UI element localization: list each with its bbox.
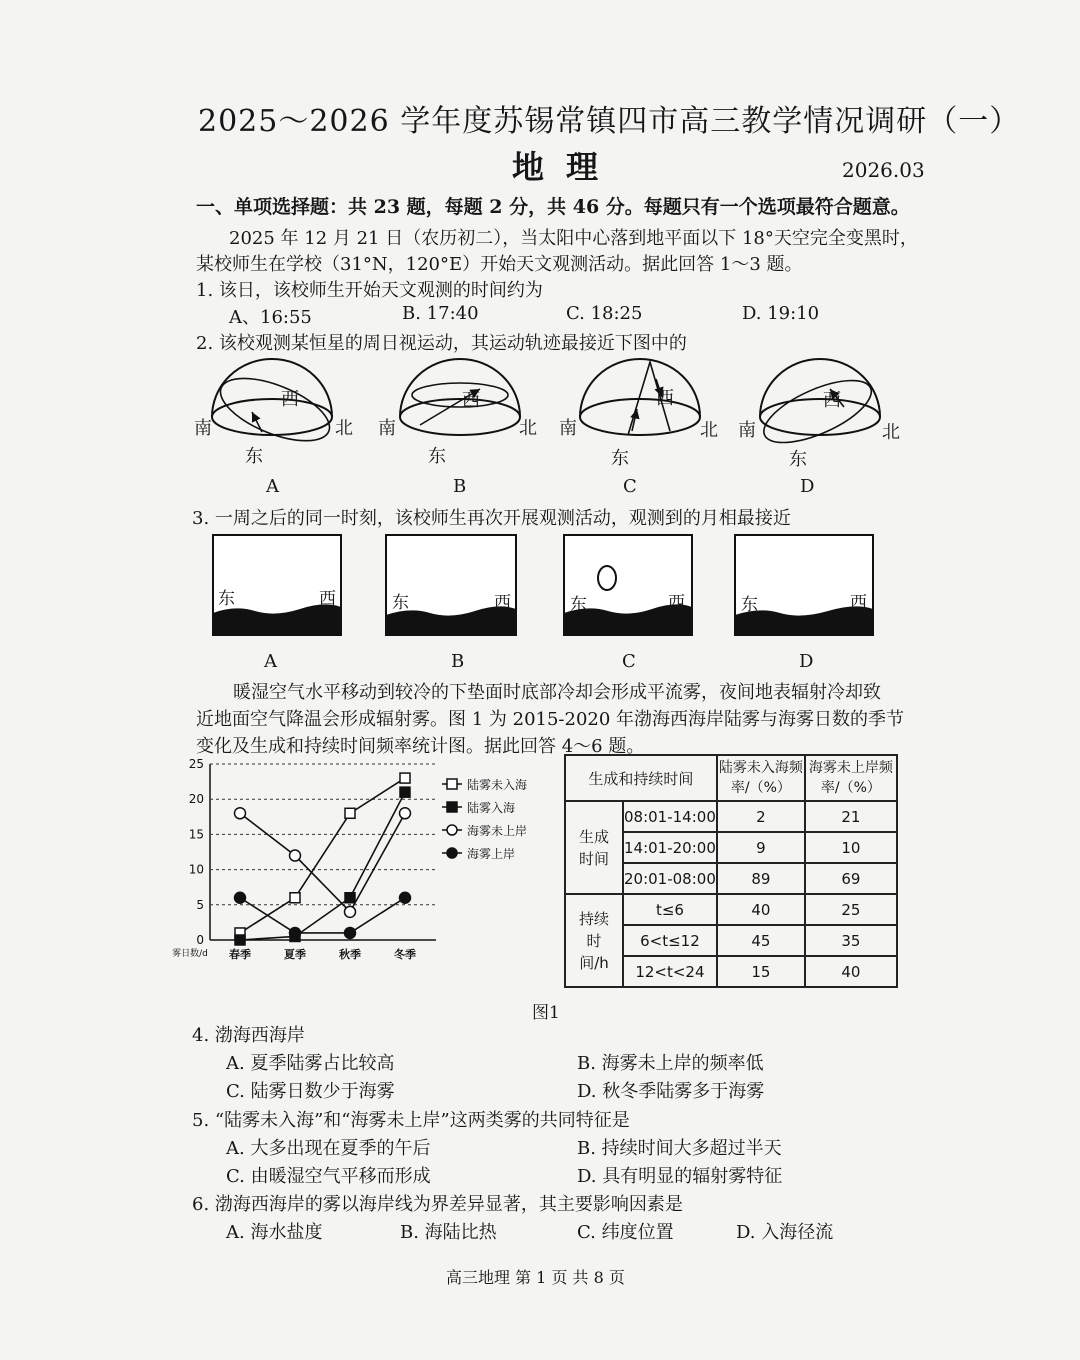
legend-label: 陆雾入海 [467, 801, 516, 815]
q3-label-d: D [799, 651, 814, 672]
moon-box-b [386, 535, 516, 635]
data-point [290, 927, 301, 938]
legend-marker [447, 802, 457, 812]
sphere-b-south: 南 [378, 418, 396, 439]
x-tick-label: 秋季 [339, 948, 361, 961]
table-row-label: 08:01-14:00 [623, 801, 717, 832]
table-cell: 40 [805, 956, 897, 987]
sphere-c-north: 北 [700, 420, 718, 441]
table-header-land: 陆雾未入海频率/（%） [717, 755, 805, 801]
q6-option-b: B. 海陆比热 [400, 1222, 497, 1243]
figure-caption: 图1 [532, 1003, 560, 1023]
sphere-d-south: 南 [738, 420, 756, 441]
series-line [240, 898, 405, 933]
x-tick-label: 冬季 [394, 948, 416, 961]
q5-option-a: A. 大多出现在夏季的午后 [226, 1138, 431, 1159]
section-heading: 一、单项选择题：共 23 题，每题 2 分，共 46 分。每题只有一个选项最符合题意。 [196, 196, 910, 218]
sphere-a-north: 北 [335, 418, 353, 439]
fog-frequency-table [564, 754, 898, 988]
table-group-duration: 持续时间/h [565, 894, 623, 987]
legend-marker [447, 779, 457, 789]
q3-stem: 3. 一周之后的同一时刻，该校师生再次开展观测活动，观测到的月相最接近 [192, 508, 791, 529]
legend-label: 海雾上岸 [467, 847, 516, 861]
table-cell: 10 [805, 832, 897, 863]
data-point [400, 892, 411, 903]
x-tick-label: 春季 [229, 948, 251, 961]
sphere-a [212, 359, 338, 454]
box-b-east: 东 [392, 593, 409, 613]
table-row-label: 14:01-20:00 [623, 832, 717, 863]
table-cell: 15 [717, 956, 805, 987]
page-footer: 高三地理 第 1 页 共 8 页 [446, 1268, 625, 1287]
intro2-line2: 近地面空气降温会形成辐射雾。图 1 为 2015-2020 年渤海西海岸陆雾与海雾日数的季节 [196, 709, 905, 730]
box-b-west: 西 [494, 593, 511, 613]
box-d-west: 西 [850, 593, 867, 613]
exam-title: 2025～2026 学年度苏锡常镇四市高三教学情况调研（一） [198, 104, 1021, 139]
q5-option-c: C. 由暖湿空气平移而形成 [226, 1166, 431, 1187]
sphere-c-south: 南 [559, 418, 577, 439]
q1-option-c: C. 18:25 [566, 303, 643, 324]
q4-option-a: A. 夏季陆雾占比较高 [226, 1053, 395, 1074]
q6-option-a: A. 海水盐度 [226, 1222, 323, 1243]
y-tick-label: 15 [188, 827, 204, 842]
legend-label: 海雾未上岸 [467, 824, 528, 838]
y-tick-label: 5 [196, 897, 204, 912]
data-point [290, 893, 300, 903]
q4-option-c: C. 陆雾日数少于海雾 [226, 1081, 395, 1102]
q6-stem: 6. 渤海西海岸的雾以海岸线为界差异显著，其主要影响因素是 [192, 1194, 683, 1215]
data-point [400, 787, 410, 797]
table-group-formation: 生成时间 [565, 801, 623, 894]
box-c-west: 西 [668, 593, 685, 613]
table-cell: 2 [717, 801, 805, 832]
table-cell: 45 [717, 925, 805, 956]
data-point [290, 850, 301, 861]
q1-option-a: A、16:55 [229, 307, 312, 328]
table-cell: 35 [805, 925, 897, 956]
q2-label-d: D [800, 476, 815, 497]
data-point [235, 808, 246, 819]
q3-label-a: A [264, 651, 277, 672]
y-tick-label: 0 [196, 933, 204, 947]
q2-label-b: B [453, 476, 467, 497]
data-point [345, 808, 355, 818]
sphere-b-north: 北 [519, 418, 537, 439]
sphere-d-north: 北 [882, 422, 900, 443]
y-tick-label: 20 [188, 792, 204, 807]
legend-marker [447, 825, 457, 835]
q3-label-c: C [622, 651, 636, 672]
data-point [345, 906, 356, 917]
intro2-line3: 变化及生成和持续时间频率统计图。据此回答 4～6 题。 [196, 736, 645, 757]
data-point [235, 892, 246, 903]
series-line [240, 813, 405, 912]
y-tick-label: 10 [188, 862, 204, 877]
intro2-line1: 暖湿空气水平移动到较冷的下垫面时底部冷却会形成平流雾，夜间地表辐射冷却致 [233, 682, 881, 703]
table-row-label: 20:01-08:00 [623, 863, 717, 894]
series-line [240, 778, 405, 933]
table-cell: 89 [717, 863, 805, 894]
data-point [235, 935, 245, 945]
intro1-line2: 某校师生在学校（31°N，120°E）开始天文观测活动。据此回答 1～3 题。 [196, 254, 803, 275]
box-c-east: 东 [570, 595, 587, 615]
data-point [345, 893, 355, 903]
table-header-time: 生成和持续时间 [565, 755, 717, 801]
y-tick-label: 25 [188, 757, 204, 771]
sphere-c [580, 359, 700, 435]
q5-stem: 5. “陆雾未入海”和“海雾未上岸”这两类雾的共同特征是 [192, 1110, 630, 1131]
table-row-label: t≤6 [623, 894, 717, 925]
q1-option-d: D. 19:10 [742, 303, 820, 324]
table-cell: 25 [805, 894, 897, 925]
sphere-d-west: 西 [823, 390, 841, 411]
table-cell: 69 [805, 863, 897, 894]
box-a-west: 西 [319, 589, 336, 609]
q4-option-d: D. 秋冬季陆雾多于海雾 [577, 1081, 765, 1102]
sphere-b-west: 西 [462, 390, 480, 411]
sphere-a-south: 南 [194, 418, 212, 439]
subject-title: 地理 [512, 148, 621, 186]
data-point [345, 927, 356, 938]
box-a-east: 东 [218, 589, 235, 609]
q2-stem: 2. 该校观测某恒星的周日视运动，其运动轨迹最接近下图中的 [196, 333, 687, 354]
sphere-b-east: 东 [428, 446, 446, 467]
q6-option-d: D. 入海径流 [736, 1222, 834, 1243]
fog-days-chart [172, 752, 556, 982]
table-row-label: 6<t≤12 [623, 925, 717, 956]
table-row-label: 12<t<24 [623, 956, 717, 987]
q3-label-b: B [451, 651, 465, 672]
sphere-a-east: 东 [245, 446, 263, 467]
table-header-sea: 海雾未上岸频率/（%） [805, 755, 897, 801]
table-cell: 21 [805, 801, 897, 832]
q2-label-a: A [266, 476, 279, 497]
sphere-d-east: 东 [789, 449, 807, 470]
q2-label-c: C [623, 476, 637, 497]
data-point [400, 773, 410, 783]
q4-stem: 4. 渤海西海岸 [192, 1025, 305, 1046]
moon-box-d [735, 535, 873, 635]
q5-option-d: D. 具有明显的辐射雾特征 [577, 1166, 783, 1187]
sphere-c-east: 东 [611, 448, 629, 469]
q4-option-b: B. 海雾未上岸的频率低 [577, 1053, 764, 1074]
sphere-a-west: 西 [281, 389, 299, 410]
sphere-c-west: 西 [656, 388, 674, 409]
q1-stem: 1. 该日，该校师生开始天文观测的时间约为 [196, 280, 543, 301]
moon-box-c [564, 535, 692, 635]
q1-option-b: B. 17:40 [402, 303, 479, 324]
table-cell: 9 [717, 832, 805, 863]
intro1-line1: 2025 年 12 月 21 日（农历初二），当太阳中心落到地平面以下 18°天空完全变黑时， [229, 228, 918, 249]
y-axis-label: 雾日数/d [172, 949, 208, 959]
table-cell: 40 [717, 894, 805, 925]
sphere-d [756, 359, 880, 455]
moon-phase-boxes [200, 525, 900, 645]
q6-option-c: C. 纬度位置 [577, 1222, 674, 1243]
sphere-b [400, 359, 520, 435]
box-d-east: 东 [741, 595, 758, 615]
q5-option-b: B. 持续时间大多超过半天 [577, 1138, 782, 1159]
data-point [400, 808, 411, 819]
legend-label: 陆雾未入海 [467, 778, 528, 792]
x-tick-label: 夏季 [284, 948, 306, 961]
exam-date: 2026.03 [842, 158, 925, 182]
legend-marker [447, 848, 457, 858]
